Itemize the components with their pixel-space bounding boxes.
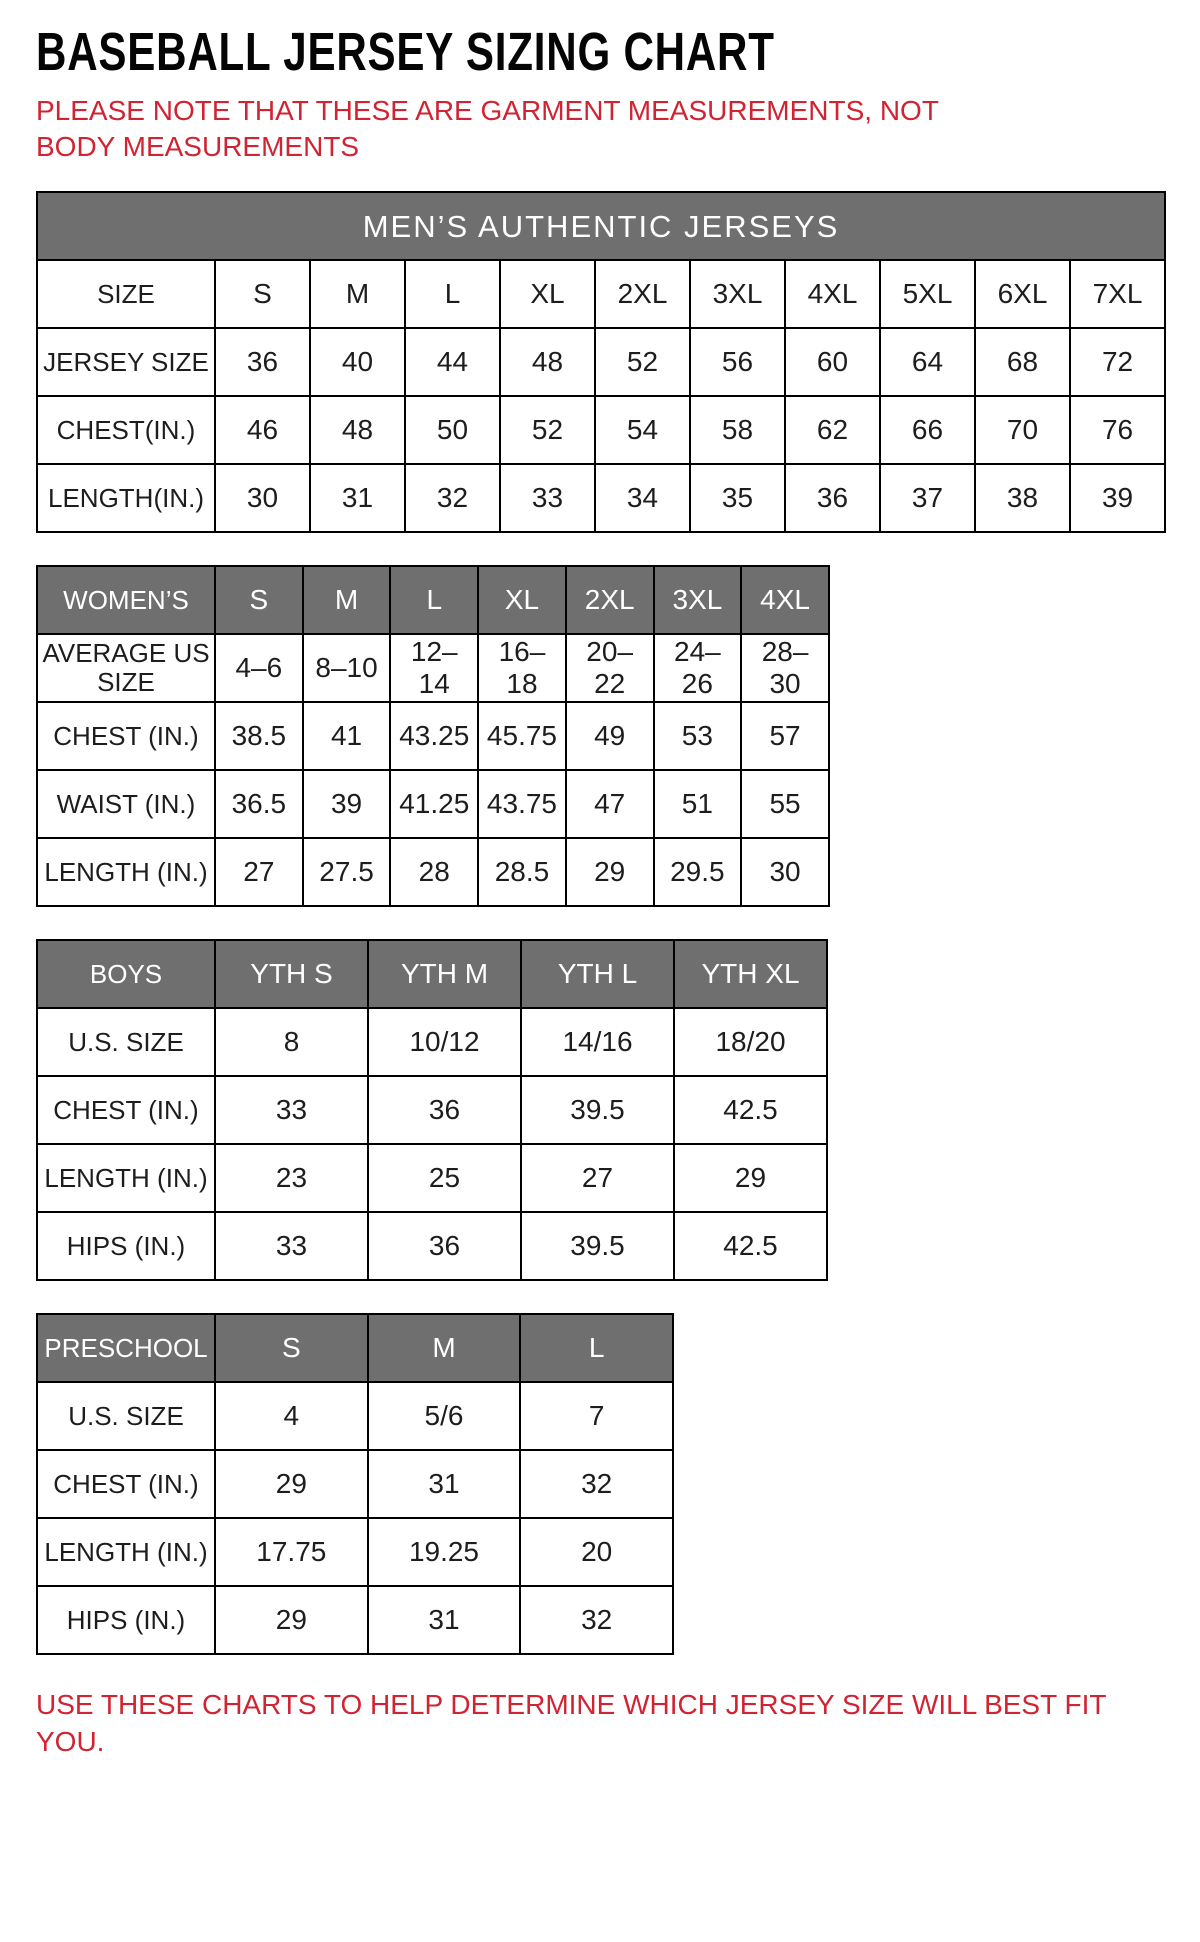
mens-value-cell-7: 66 (880, 396, 975, 464)
preschool-header-label: PRESCHOOL (37, 1314, 215, 1382)
boys-row-label: HIPS (IN.) (37, 1212, 215, 1280)
mens-value-cell-1: 40 (310, 328, 405, 396)
mens-value-cell-0: 30 (215, 464, 310, 532)
womens-value-cell-5: 53 (654, 702, 742, 770)
mens-value-cell-4: 54 (595, 396, 690, 464)
womens-value-cell-1: 41 (303, 702, 391, 770)
mens-value-cell-9: 72 (1070, 328, 1165, 396)
mens-value-cell-8: 38 (975, 464, 1070, 532)
preschool-value-cell-0: 29 (215, 1586, 368, 1654)
mens-value-cell-1: 31 (310, 464, 405, 532)
preschool-value-cell-0: 4 (215, 1382, 368, 1450)
womens-value-cell-0: 36.5 (215, 770, 303, 838)
mens-value-cell-3: 33 (500, 464, 595, 532)
preschool-size-header-0: S (215, 1314, 368, 1382)
preschool-value-cell-1: 5/6 (368, 1382, 521, 1450)
womens-value-cell-4: 29 (566, 838, 654, 906)
preschool-row-label: CHEST (IN.) (37, 1450, 215, 1518)
womens-value-cell-4: 49 (566, 702, 654, 770)
preschool-value-cell-2: 7 (520, 1382, 673, 1450)
mens-value-cell-2: 44 (405, 328, 500, 396)
page-title-text: BASEBALL JERSEY SIZING CHART (36, 22, 775, 82)
womens-size-header-5: 3XL (654, 566, 742, 634)
boys-data-row (37, 1212, 827, 1280)
mens-value-cell-5: 3XL (690, 260, 785, 328)
womens-row-label: LENGTH (IN.) (37, 838, 215, 906)
boys-value-cell-0: 23 (215, 1144, 368, 1212)
womens-header-label: WOMEN’S (37, 566, 215, 634)
boys-header-row (37, 940, 827, 1008)
preschool-value-cell-2: 20 (520, 1518, 673, 1586)
mens-value-cell-2: L (405, 260, 500, 328)
mens-value-cell-9: 76 (1070, 396, 1165, 464)
womens-value-cell-2: 12–14 (390, 634, 478, 702)
womens-value-cell-3: 43.75 (478, 770, 566, 838)
boys-value-cell-3: 29 (674, 1144, 827, 1212)
womens-size-header-6: 4XL (741, 566, 829, 634)
preschool-row-label: U.S. SIZE (37, 1382, 215, 1450)
womens-value-cell-4: 20–22 (566, 634, 654, 702)
preschool-row-label: HIPS (IN.) (37, 1586, 215, 1654)
womens-value-cell-1: 8–10 (303, 634, 391, 702)
womens-size-header-0: S (215, 566, 303, 634)
womens-data-row (37, 702, 829, 770)
womens-data-row (37, 770, 829, 838)
preschool-size-header-2: L (520, 1314, 673, 1382)
boys-value-cell-0: 33 (215, 1212, 368, 1280)
mens-value-cell-7: 5XL (880, 260, 975, 328)
boys-value-cell-3: 42.5 (674, 1076, 827, 1144)
boys-data-row (37, 1144, 827, 1212)
womens-value-cell-0: 27 (215, 838, 303, 906)
boys-value-cell-1: 36 (368, 1076, 521, 1144)
womens-value-cell-3: 28.5 (478, 838, 566, 906)
womens-row-label: WAIST (IN.) (37, 770, 215, 838)
mens-row-label: JERSEY SIZE (37, 328, 215, 396)
preschool-value-cell-2: 32 (520, 1586, 673, 1654)
mens-banner-row (37, 192, 1165, 260)
tables-container (36, 191, 1164, 1655)
mens-value-cell-9: 39 (1070, 464, 1165, 532)
preschool-sizing-table (36, 1313, 674, 1655)
boys-data-row (37, 1008, 827, 1076)
womens-value-cell-6: 30 (741, 838, 829, 906)
mens-value-cell-7: 64 (880, 328, 975, 396)
preschool-data-row (37, 1382, 673, 1450)
preschool-value-cell-0: 17.75 (215, 1518, 368, 1586)
preschool-value-cell-0: 29 (215, 1450, 368, 1518)
boys-data-row (37, 1076, 827, 1144)
mens-row-label: LENGTH(IN.) (37, 464, 215, 532)
preschool-value-cell-2: 32 (520, 1450, 673, 1518)
boys-sizing-table (36, 939, 828, 1281)
mens-value-cell-8: 68 (975, 328, 1070, 396)
boys-header-label: BOYS (37, 940, 215, 1008)
womens-size-header-2: L (390, 566, 478, 634)
preschool-data-row (37, 1450, 673, 1518)
mens-data-row (37, 328, 1165, 396)
womens-value-cell-3: 16–18 (478, 634, 566, 702)
boys-value-cell-2: 27 (521, 1144, 674, 1212)
mens-value-cell-6: 36 (785, 464, 880, 532)
mens-value-cell-3: XL (500, 260, 595, 328)
womens-value-cell-5: 29.5 (654, 838, 742, 906)
garment-measurement-note: PLEASE NOTE THAT THESE ARE GARMENT MEASUREMENTS, NOT BODY MEASUREMENTS (36, 94, 939, 163)
mens-value-cell-1: 48 (310, 396, 405, 464)
mens-value-cell-0: 46 (215, 396, 310, 464)
womens-value-cell-2: 28 (390, 838, 478, 906)
womens-value-cell-5: 24–26 (654, 634, 742, 702)
boys-value-cell-2: 39.5 (521, 1076, 674, 1144)
mens-value-cell-1: M (310, 260, 405, 328)
womens-data-row (37, 634, 829, 702)
boys-size-header-1: YTH M (368, 940, 521, 1008)
mens-value-cell-2: 50 (405, 396, 500, 464)
boys-row-label: U.S. SIZE (37, 1008, 215, 1076)
womens-value-cell-6: 28–30 (741, 634, 829, 702)
boys-size-header-2: YTH L (521, 940, 674, 1008)
mens-value-cell-5: 56 (690, 328, 785, 396)
preschool-value-cell-1: 31 (368, 1586, 521, 1654)
mens-sizing-table (36, 191, 1166, 533)
mens-data-row (37, 464, 1165, 532)
boys-value-cell-1: 36 (368, 1212, 521, 1280)
mens-value-cell-0: S (215, 260, 310, 328)
boys-value-cell-3: 42.5 (674, 1212, 827, 1280)
womens-size-header-4: 2XL (566, 566, 654, 634)
boys-size-header-0: YTH S (215, 940, 368, 1008)
preschool-value-cell-1: 19.25 (368, 1518, 521, 1586)
boys-row-label: CHEST (IN.) (37, 1076, 215, 1144)
mens-value-cell-6: 60 (785, 328, 880, 396)
mens-value-cell-6: 62 (785, 396, 880, 464)
womens-value-cell-1: 27.5 (303, 838, 391, 906)
mens-banner-title: MEN’S AUTHENTIC JERSEYS (37, 192, 1165, 260)
boys-row-label: LENGTH (IN.) (37, 1144, 215, 1212)
boys-value-cell-0: 8 (215, 1008, 368, 1076)
mens-value-cell-3: 52 (500, 396, 595, 464)
womens-value-cell-5: 51 (654, 770, 742, 838)
mens-row-label: CHEST(IN.) (37, 396, 215, 464)
womens-value-cell-2: 43.25 (390, 702, 478, 770)
mens-value-cell-9: 7XL (1070, 260, 1165, 328)
womens-size-header-3: XL (478, 566, 566, 634)
preschool-size-header-1: M (368, 1314, 521, 1382)
preschool-data-row (37, 1518, 673, 1586)
boys-value-cell-2: 39.5 (521, 1212, 674, 1280)
mens-value-cell-5: 58 (690, 396, 785, 464)
womens-value-cell-3: 45.75 (478, 702, 566, 770)
boys-size-header-3: YTH XL (674, 940, 827, 1008)
mens-value-cell-4: 34 (595, 464, 690, 532)
mens-value-cell-5: 35 (690, 464, 785, 532)
mens-row-label: SIZE (37, 260, 215, 328)
womens-value-cell-1: 39 (303, 770, 391, 838)
mens-value-cell-2: 32 (405, 464, 500, 532)
mens-value-cell-3: 48 (500, 328, 595, 396)
womens-size-header-1: M (303, 566, 391, 634)
page-title (36, 24, 1164, 81)
mens-value-cell-7: 37 (880, 464, 975, 532)
womens-value-cell-6: 57 (741, 702, 829, 770)
mens-value-cell-6: 4XL (785, 260, 880, 328)
boys-value-cell-3: 18/20 (674, 1008, 827, 1076)
boys-value-cell-1: 10/12 (368, 1008, 521, 1076)
preschool-row-label: LENGTH (IN.) (37, 1518, 215, 1586)
womens-value-cell-2: 41.25 (390, 770, 478, 838)
boys-value-cell-0: 33 (215, 1076, 368, 1144)
womens-value-cell-6: 55 (741, 770, 829, 838)
preschool-header-row (37, 1314, 673, 1382)
boys-value-cell-1: 25 (368, 1144, 521, 1212)
mens-value-cell-4: 2XL (595, 260, 690, 328)
mens-value-cell-8: 70 (975, 396, 1070, 464)
boys-value-cell-2: 14/16 (521, 1008, 674, 1076)
mens-data-row (37, 260, 1165, 328)
womens-data-row (37, 838, 829, 906)
footer-note: USE THESE CHARTS TO HELP DETERMINE WHICH JERSEY SIZE WILL BEST FIT YOU. (36, 1689, 1106, 1757)
mens-data-row (37, 396, 1165, 464)
womens-sizing-table (36, 565, 830, 907)
womens-value-cell-0: 4–6 (215, 634, 303, 702)
preschool-data-row (37, 1586, 673, 1654)
womens-header-row (37, 566, 829, 634)
preschool-value-cell-1: 31 (368, 1450, 521, 1518)
womens-row-label: CHEST (IN.) (37, 702, 215, 770)
womens-value-cell-4: 47 (566, 770, 654, 838)
womens-value-cell-0: 38.5 (215, 702, 303, 770)
mens-value-cell-0: 36 (215, 328, 310, 396)
mens-value-cell-8: 6XL (975, 260, 1070, 328)
womens-row-label: AVERAGE US SIZE (37, 634, 215, 702)
mens-value-cell-4: 52 (595, 328, 690, 396)
